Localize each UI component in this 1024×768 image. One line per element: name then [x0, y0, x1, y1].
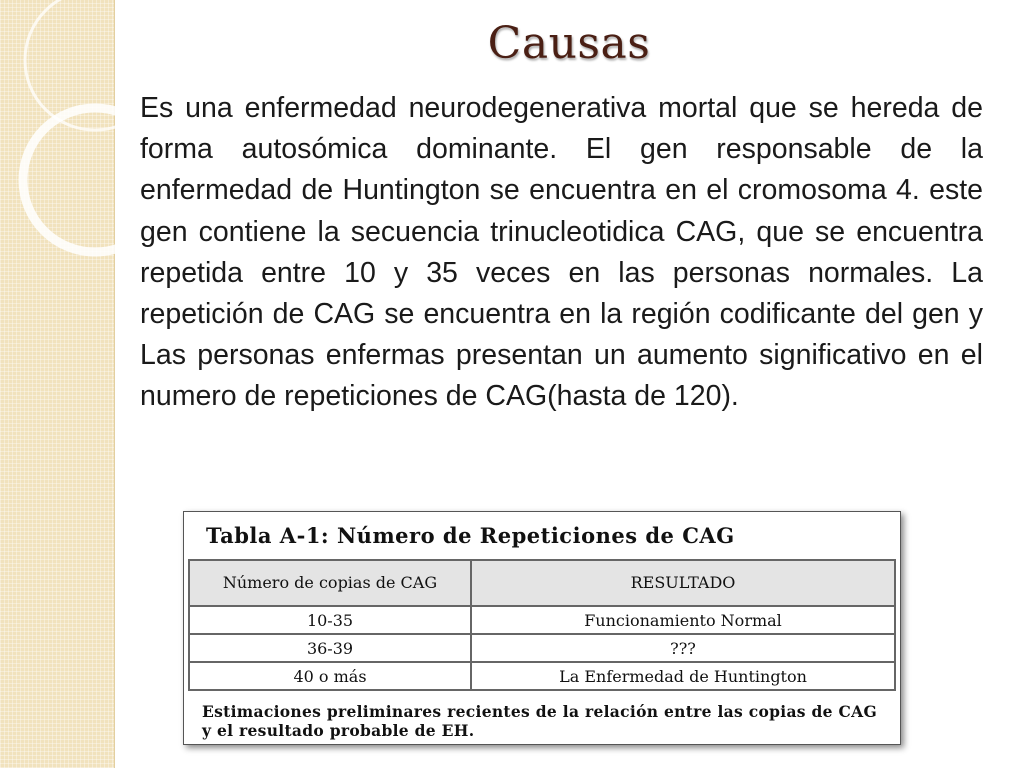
table-row [189, 634, 895, 662]
cell-result: La Enfermedad de Huntington [471, 662, 895, 690]
cell-copies: 40 o más [189, 662, 471, 690]
body-paragraph: Es una enfermedad neurodegenerativa mortal que se hereda de forma autosómica dominante. El gen responsable de la enfermedad de Huntington se encuentra en el cromosoma 4. este gen contiene la secuencia trinucleotidica CAG, que se encuentra repetida entre 10 y 35 veces en las personas normales. La repetición de CAG se encuentra en la región codificante del gen y Las personas enfermas presentan un aumento significativo en el numero de repeticiones de CAG(hasta de 120). [140, 92, 983, 413]
header-copies: Número de copias de CAG [189, 560, 471, 606]
table-footnote: Estimaciones preliminares recientes de la relación entre las copias de CAG y el resultado probable de EH. [202, 702, 878, 740]
table-row [189, 662, 895, 690]
cag-table [188, 559, 896, 691]
slide-title: Causas [487, 18, 651, 69]
cell-result: ??? [471, 634, 895, 662]
cell-copies: 36-39 [189, 634, 471, 662]
table-caption: Tabla A-1: Número de Repeticiones de CAG [206, 523, 735, 548]
cag-table-image [183, 511, 901, 745]
header-result: RESULTADO [471, 560, 895, 606]
table-header-row [189, 560, 895, 606]
table-row [189, 606, 895, 634]
cell-result: Funcionamiento Normal [471, 606, 895, 634]
cell-copies: 10-35 [189, 606, 471, 634]
